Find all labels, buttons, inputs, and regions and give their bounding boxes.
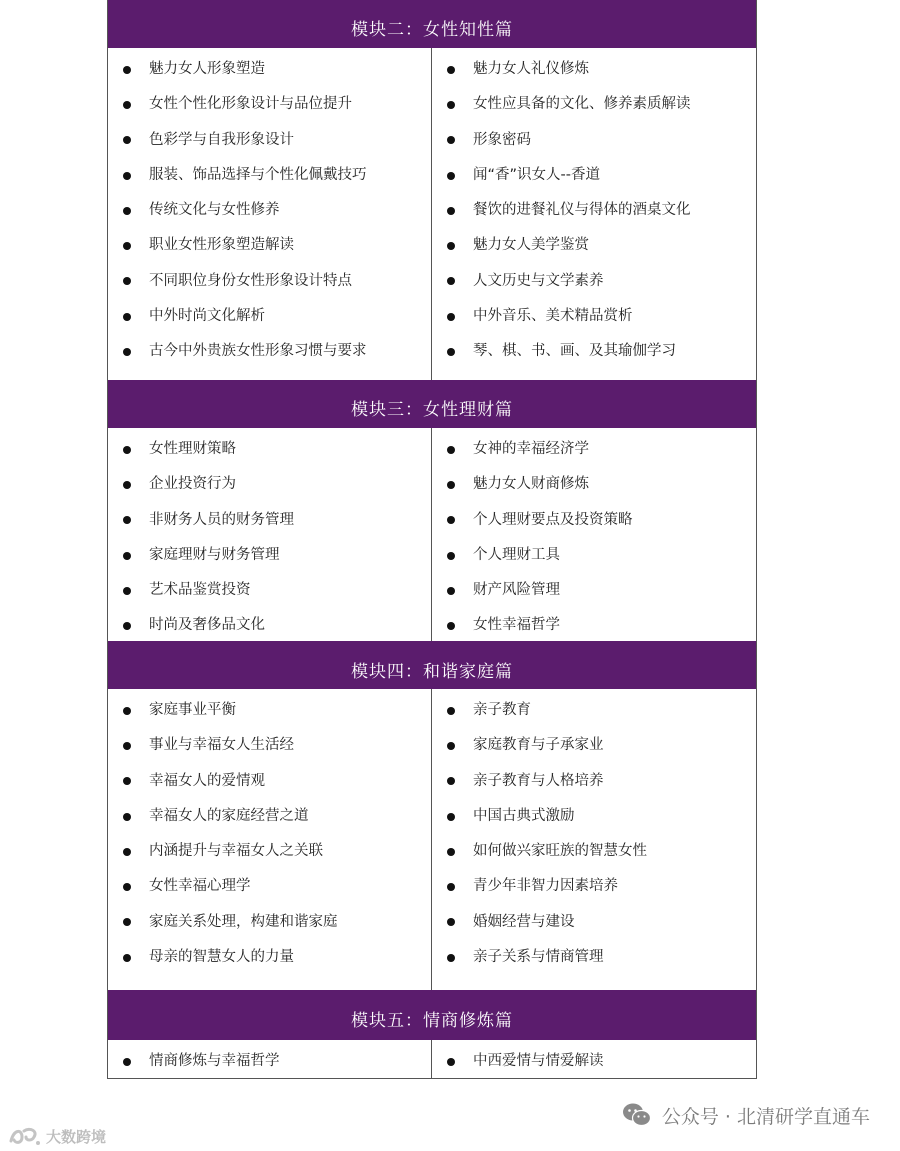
list-item-text: 如何做兴家旺族的智慧女性 — [473, 843, 647, 860]
list-item-text: 家庭理财与财务管理 — [149, 546, 280, 563]
list-item-text: 传统文化与女性修养 — [149, 202, 280, 219]
list-item-text: 中国古典式激励 — [473, 807, 575, 824]
bullet-icon — [447, 742, 455, 750]
bullet-icon — [123, 516, 131, 524]
list-item — [108, 728, 431, 763]
list-item-text: 幸福女人的家庭经营之道 — [149, 807, 309, 824]
list-item — [108, 608, 431, 643]
module-title: 模块四：和谐家庭篇 — [108, 641, 756, 689]
wechat-watermark — [622, 1099, 870, 1131]
module-left-column — [108, 48, 432, 380]
bullet-icon — [447, 446, 455, 454]
module-left-column — [108, 428, 432, 641]
list-item-text: 情商修炼与幸福哲学 — [149, 1053, 280, 1069]
list-item-text: 艺术品鉴赏投资 — [149, 582, 251, 599]
module-left-column — [108, 1040, 432, 1078]
bullet-icon — [123, 136, 131, 144]
bullet-icon — [447, 277, 455, 285]
list-item-text: 家庭事业平衡 — [149, 702, 236, 718]
bullet-icon — [447, 172, 455, 180]
list-item — [108, 52, 431, 87]
bullet-icon — [123, 101, 131, 109]
list-item-text: 中外时尚文化解析 — [149, 308, 265, 325]
list-item-text: 琴、棋、书、画、及其瑜伽学习 — [473, 343, 676, 360]
list-item — [432, 834, 756, 869]
list-item-text: 家庭关系处理，构建和谐家庭 — [149, 913, 338, 930]
list-item-text: 幸福女人的爱情观 — [149, 772, 265, 789]
module-right-column — [432, 48, 756, 380]
list-item — [108, 432, 431, 467]
list-item-text: 事业与幸福女人生活经 — [149, 737, 294, 754]
list-item-text: 中外音乐、美术精品赏析 — [473, 308, 633, 325]
bullet-icon — [447, 707, 455, 715]
bullet-icon — [447, 587, 455, 595]
wechat-account-text: 公众号 · 北清研学直通车 — [661, 1105, 870, 1128]
list-item — [108, 869, 431, 904]
list-item — [432, 1044, 756, 1079]
bullet-icon — [447, 516, 455, 524]
list-item-text: 个人理财工具 — [473, 546, 560, 563]
list-item — [432, 573, 756, 608]
list-item-text: 青少年非智力因素培养 — [473, 878, 618, 895]
list-item-text: 魅力女人形象塑造 — [149, 61, 265, 77]
list-item-text: 餐饮的进餐礼仪与得体的酒桌文化 — [473, 202, 691, 219]
bullet-icon — [123, 552, 131, 560]
list-item — [432, 799, 756, 834]
list-item — [432, 52, 756, 87]
bullet-icon — [447, 848, 455, 856]
list-item-text: 闻“香”识女人--香道 — [473, 166, 600, 183]
list-item-text: 魅力女人礼仪修炼 — [473, 61, 589, 77]
list-item — [432, 432, 756, 467]
module-title: 模块三：女性理财篇 — [108, 380, 756, 428]
list-item-text: 人文历史与文学素养 — [473, 272, 604, 289]
bullet-icon — [123, 622, 131, 630]
list-item — [108, 503, 431, 538]
list-item-text: 形象密码 — [473, 131, 531, 148]
list-item — [432, 193, 756, 228]
module-section — [108, 990, 756, 1078]
module-title: 模块五：情商修炼篇 — [108, 990, 756, 1040]
bullet-icon — [447, 481, 455, 489]
module-body — [108, 689, 756, 990]
bullet-icon — [447, 622, 455, 630]
list-item-text: 时尚及奢侈品文化 — [149, 617, 265, 634]
list-item — [432, 87, 756, 122]
list-item-text: 不同职位身份女性形象设计特点 — [149, 272, 352, 289]
bullet-icon — [123, 883, 131, 891]
list-item — [108, 228, 431, 263]
bullet-icon — [123, 172, 131, 180]
bullet-icon — [123, 813, 131, 821]
bullet-icon — [447, 66, 455, 74]
list-item-text: 母亲的智慧女人的力量 — [149, 949, 294, 966]
list-item-text: 个人理财要点及投资策略 — [473, 511, 633, 528]
list-item-text: 女性幸福心理学 — [149, 878, 251, 895]
list-item — [432, 158, 756, 193]
list-item — [108, 264, 431, 299]
bullet-icon — [447, 954, 455, 962]
bullet-icon — [123, 777, 131, 785]
list-item — [108, 193, 431, 228]
bullet-icon — [123, 848, 131, 856]
corner-watermark — [8, 1124, 106, 1148]
list-item — [432, 228, 756, 263]
bullet-icon — [123, 954, 131, 962]
bullet-icon — [123, 313, 131, 321]
corner-watermark-text: 大数跨境 — [46, 1127, 107, 1146]
list-item-text: 中西爱情与情爱解读 — [473, 1053, 604, 1069]
list-item-text: 魅力女人美学鉴赏 — [473, 237, 589, 254]
bullet-icon — [123, 742, 131, 750]
bullet-icon — [447, 1058, 455, 1066]
module-right-column — [432, 1040, 756, 1078]
list-item-text: 非财务人员的财务管理 — [149, 511, 294, 528]
list-item-text: 服装、饰品选择与个性化佩戴技巧 — [149, 166, 367, 183]
bullet-icon — [123, 348, 131, 356]
list-item — [108, 693, 431, 728]
bullet-icon — [447, 813, 455, 821]
list-item — [432, 940, 756, 975]
module-body — [108, 428, 756, 641]
bullet-icon — [123, 66, 131, 74]
list-item-text: 财产风险管理 — [473, 582, 560, 599]
list-item — [108, 158, 431, 193]
list-item — [432, 299, 756, 334]
list-item-text: 职业女性形象塑造解读 — [149, 237, 294, 254]
list-item-text: 婚姻经营与建设 — [473, 913, 575, 930]
bullet-icon — [447, 348, 455, 356]
list-item — [108, 905, 431, 940]
bullet-icon — [447, 313, 455, 321]
list-item — [108, 834, 431, 869]
list-item — [108, 799, 431, 834]
bullet-icon — [123, 481, 131, 489]
list-item — [432, 123, 756, 158]
wechat-icon — [622, 1102, 652, 1128]
list-item — [108, 1044, 431, 1079]
list-item — [108, 123, 431, 158]
bullet-icon — [123, 918, 131, 926]
module-title: 模块二：女性知性篇 — [108, 0, 756, 48]
list-item — [108, 573, 431, 608]
list-item — [108, 334, 431, 369]
module-section — [108, 641, 756, 990]
list-item-text: 亲子教育 — [473, 702, 531, 718]
list-item — [432, 693, 756, 728]
module-body — [108, 1040, 756, 1078]
module-right-column — [432, 689, 756, 990]
bullet-icon — [123, 1058, 131, 1066]
list-item-text: 女性幸福哲学 — [473, 617, 560, 634]
module-right-column — [432, 428, 756, 641]
list-item-text: 亲子教育与人格培养 — [473, 772, 604, 789]
list-item — [432, 869, 756, 904]
module-body — [108, 48, 756, 380]
corner-logo-icon — [8, 1125, 42, 1147]
list-item — [108, 87, 431, 122]
course-table — [107, 0, 757, 1079]
module-section — [108, 0, 756, 380]
list-item — [432, 764, 756, 799]
list-item — [108, 940, 431, 975]
list-item — [108, 299, 431, 334]
bullet-icon — [123, 242, 131, 250]
list-item-text: 魅力女人财商修炼 — [473, 476, 589, 493]
bullet-icon — [447, 207, 455, 215]
list-item-text: 色彩学与自我形象设计 — [149, 131, 294, 148]
bullet-icon — [123, 446, 131, 454]
list-item — [108, 467, 431, 502]
list-item — [432, 503, 756, 538]
bullet-icon — [447, 552, 455, 560]
bullet-icon — [123, 587, 131, 595]
bullet-icon — [447, 777, 455, 785]
module-left-column — [108, 689, 432, 990]
bullet-icon — [447, 136, 455, 144]
list-item-text: 女神的幸福经济学 — [473, 441, 589, 457]
list-item-text: 女性理财策略 — [149, 441, 236, 457]
list-item — [432, 608, 756, 643]
list-item — [432, 467, 756, 502]
list-item-text: 企业投资行为 — [149, 476, 236, 493]
list-item-text: 古今中外贵族女性形象习惯与要求 — [149, 343, 367, 360]
list-item-text: 女性应具备的文化、修养素质解读 — [473, 96, 691, 113]
list-item-text: 亲子关系与情商管理 — [473, 949, 604, 966]
bullet-icon — [447, 242, 455, 250]
bullet-icon — [123, 707, 131, 715]
list-item — [432, 264, 756, 299]
bullet-icon — [447, 883, 455, 891]
list-item-text: 女性个性化形象设计与品位提升 — [149, 96, 352, 113]
list-item — [432, 728, 756, 763]
bullet-icon — [447, 101, 455, 109]
bullet-icon — [447, 918, 455, 926]
list-item — [108, 538, 431, 573]
module-section — [108, 380, 756, 641]
list-item — [432, 905, 756, 940]
list-item-text: 内涵提升与幸福女人之关联 — [149, 843, 323, 860]
list-item-text: 家庭教育与子承家业 — [473, 737, 604, 754]
bullet-icon — [123, 277, 131, 285]
list-item — [108, 764, 431, 799]
list-item — [432, 334, 756, 369]
bullet-icon — [123, 207, 131, 215]
list-item — [432, 538, 756, 573]
